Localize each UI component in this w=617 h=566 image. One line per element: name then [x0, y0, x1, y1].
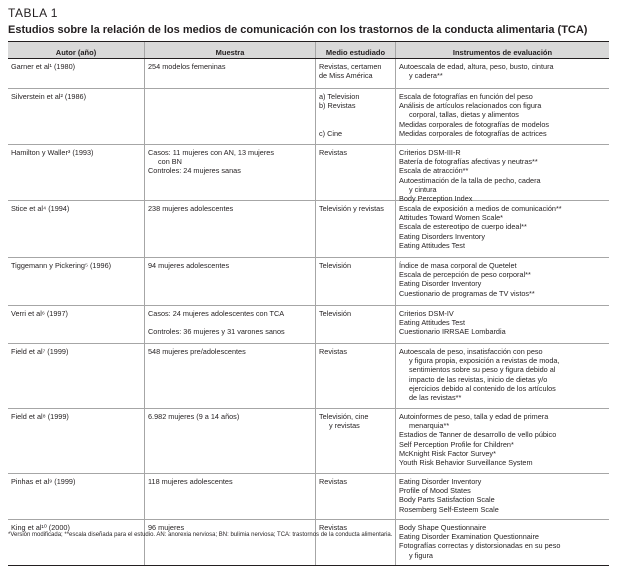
author-cell-text: Stice et al⁴ (1994)	[11, 204, 70, 213]
sample-cell-line: Casos: 11 mujeres con AN, 13 mujeres	[148, 148, 274, 157]
medium-cell-line: a) Television	[319, 92, 360, 101]
instruments-cell-line: Eating Disorder Inventory	[399, 279, 482, 289]
medium-cell-line: Revistas	[319, 347, 347, 356]
author-cell-text: King et al¹⁰ (2000)	[11, 523, 70, 532]
sample-cell	[144, 59, 315, 88]
instruments-cell-line: y cadera**	[409, 71, 443, 81]
instruments-cell-line: impacto de las revistas, inicio de dietas y/o	[409, 374, 548, 384]
instruments-cell-line: y figura	[409, 550, 433, 560]
instruments-cell-line: Cuestionario IRRSAE Lombardia	[399, 327, 506, 337]
header-sample: Muestra	[144, 42, 315, 58]
medium-cell	[315, 145, 395, 200]
medium-cell-line: y revistas	[329, 421, 360, 431]
footnote: *Versión modificada; **escala diseñada para el estudio. AN: anorexia nerviosa; BN: bulimia nerviosa; TCA: trastornos de la conducta alimentaria.	[8, 532, 393, 538]
medium-cell	[315, 201, 395, 257]
table-row	[8, 409, 609, 474]
instruments-cell-line: Body Parts Satisfaction Scale	[399, 495, 495, 505]
instruments-cell-line: Youth Risk Behavior Surveillance System	[399, 458, 533, 468]
medium-cell-line: Revistas, certamen	[319, 62, 382, 71]
instruments-cell-line: Rosemberg Self-Esteem Scale	[399, 504, 499, 514]
instruments-cell	[395, 344, 609, 408]
author-cell	[8, 409, 144, 473]
medium-cell-line: Revistas	[319, 523, 347, 532]
instruments-cell-line: menarquia**	[409, 421, 450, 431]
instruments-cell-line: Autoescala de edad, altura, peso, busto, cintura	[399, 62, 554, 71]
medium-cell-line: Televisión, cine	[319, 412, 369, 421]
instruments-cell-line: corporal, tallas, dietas y alimentos	[409, 110, 519, 120]
sample-cell	[144, 89, 315, 144]
sample-cell	[144, 258, 315, 305]
medium-cell	[315, 59, 395, 88]
instruments-cell-line: Autoescala de peso, insatisfacción con peso	[399, 347, 543, 356]
instruments-cell-line: Criterios DSM-IV	[399, 309, 454, 318]
sample-cell-text: 254 modelos femeninas	[148, 62, 226, 71]
header-instruments: Instrumentos de evaluación	[395, 42, 609, 58]
author-cell	[8, 306, 144, 343]
instruments-cell-line: Fotografías correctas y distorsionadas en su peso	[399, 541, 561, 551]
sample-cell	[144, 344, 315, 408]
instruments-cell-line: Batería de fotografías afectivas y neutras**	[399, 157, 538, 167]
author-cell-text: Silverstein et al² (1986)	[11, 92, 87, 101]
instruments-cell-line: Medidas corporales de fotografías de actrices	[399, 128, 547, 138]
table-title: Estudios sobre la relación de los medios de comunicación con los trastornos de la conducta alimentaria (TCA)	[8, 24, 588, 36]
instruments-cell-line: Escala de atracción**	[399, 166, 469, 176]
instruments-cell-line: Medidas corporales de fotografías de modelos	[399, 119, 550, 129]
sample-cell	[144, 201, 315, 257]
author-cell-text: Pinhas et al⁹ (1999)	[11, 477, 76, 486]
instruments-cell-line: Self Perception Profile for Children*	[399, 439, 514, 449]
table-header-row	[8, 42, 609, 59]
author-cell-text: Verri et al⁶ (1997)	[11, 309, 68, 318]
medium-cell	[315, 258, 395, 305]
instruments-cell-line: Cuestionario de programas de TV vistos**	[399, 288, 535, 298]
instruments-cell-line: Body Perception Index	[399, 194, 473, 204]
sample-cell-text: 94 mujeres adolescentes	[148, 261, 230, 270]
header-medium: Medio estudiado	[315, 42, 395, 58]
instruments-cell-line: Autoestimación de la talla de pecho, cadera	[399, 175, 541, 185]
instruments-cell	[395, 59, 609, 88]
instruments-cell-line: de las revistas**	[409, 393, 462, 403]
medium-cell	[315, 344, 395, 408]
instruments-cell-line: Eating Attitudes Test	[399, 318, 465, 328]
header-author: Autor (año)	[55, 48, 97, 57]
medium-cell-line: de Miss América	[319, 71, 373, 81]
table-row	[8, 89, 609, 145]
author-cell	[8, 474, 144, 519]
medium-cell-line: Televisión	[319, 261, 352, 270]
instruments-cell-line: y cintura	[409, 184, 437, 194]
medium-cell-line: c) Cine	[319, 128, 343, 138]
author-cell	[8, 258, 144, 305]
instruments-cell-line: sentimientos sobre su peso y figura debido al	[409, 365, 556, 375]
instruments-cell-line: Profile of Mood States	[399, 486, 471, 496]
instruments-cell	[395, 145, 609, 204]
author-cell-text: Field et al⁸ (1999)	[11, 412, 69, 421]
instruments-cell-line: Escala de estereotipo de cuerpo ideal**	[399, 222, 527, 232]
medium-cell	[315, 306, 395, 343]
sample-cell-line	[148, 318, 312, 327]
instruments-cell-line: Estadios de Tanner de desarrollo de vello púbico	[399, 430, 557, 440]
medium-cell	[315, 520, 395, 565]
instruments-cell	[395, 258, 609, 305]
sample-cell-text: 118 mujeres adolescentes	[148, 477, 233, 486]
table-label: TABLA 1	[8, 6, 58, 20]
instruments-cell-line: Autoinformes de peso, talla y edad de primera	[399, 412, 549, 421]
sample-cell-text: 548 mujeres pre/adolescentes	[148, 347, 246, 356]
author-cell	[8, 344, 144, 408]
author-cell	[8, 89, 144, 144]
medium-cell-line: Revistas	[319, 148, 347, 157]
instruments-cell	[395, 520, 609, 565]
medium-cell	[315, 474, 395, 519]
instruments-cell-line: Índice de masa corporal de Quetelet	[399, 261, 517, 270]
sample-cell-line: Controles: 36 mujeres y 31 varones sanos	[148, 327, 285, 337]
instruments-cell-line: Eating Disorder Examination Questionnaire	[399, 532, 539, 542]
instruments-cell	[395, 474, 609, 519]
instruments-cell	[395, 409, 609, 473]
medium-cell-line: Televisión y revistas	[319, 204, 384, 213]
table-row	[8, 258, 609, 306]
sample-cell	[144, 474, 315, 519]
sample-cell	[144, 306, 315, 343]
instruments-cell-line: McKnight Risk Factor Survey*	[399, 448, 496, 458]
medium-cell	[315, 409, 395, 473]
instruments-cell-line: Análisis de artículos relacionados con figura	[399, 101, 542, 111]
instruments-cell-line: Attitudes Toward Women Scale*	[399, 213, 503, 223]
medium-cell	[315, 89, 395, 144]
sample-cell	[144, 520, 315, 565]
instruments-cell-line: ejercicios debido al contenido de los artículos	[409, 383, 556, 393]
instruments-cell-line: Eating Disorder Inventory	[399, 477, 482, 486]
author-cell-text: Tiggemann y Pickering⁵ (1996)	[11, 261, 112, 270]
medium-cell-line: Televisión	[319, 309, 352, 318]
instruments-cell-line: Escala de fotografías en función del peso	[399, 92, 533, 101]
instruments-cell-line: Escala de percepción de peso corporal**	[399, 270, 531, 280]
instruments-cell-line: Criterios DSM-III-R	[399, 148, 461, 157]
sample-cell-text: 96 mujeres	[148, 523, 185, 532]
author-cell-text: Field et al⁷ (1999)	[11, 347, 69, 356]
author-cell	[8, 201, 144, 257]
sample-cell-text: 6.982 mujeres (9 a 14 años)	[148, 412, 240, 421]
table-row	[8, 520, 609, 566]
table-row	[8, 344, 609, 409]
author-cell-text: Hamilton y Waller³ (1993)	[11, 148, 94, 157]
instruments-cell-line: Body Shape Questionnaire	[399, 523, 487, 532]
author-cell-text: Garner et al¹ (1980)	[11, 62, 76, 71]
table-body	[8, 59, 609, 566]
sample-cell-text: 238 mujeres adolescentes	[148, 204, 234, 213]
author-cell	[8, 520, 144, 565]
instruments-cell	[395, 306, 609, 343]
sample-cell-line: Controles: 24 mujeres sanas	[148, 166, 241, 176]
table-row	[8, 306, 609, 344]
sample-cell-line: con BN	[158, 157, 182, 167]
instruments-cell	[395, 89, 609, 144]
author-cell	[8, 145, 144, 200]
medium-cell-line	[319, 120, 392, 129]
table-row	[8, 201, 609, 258]
table-row	[8, 59, 609, 89]
medium-cell-line: Revistas	[319, 477, 347, 486]
medium-cell-line	[319, 110, 392, 119]
medium-cell-line: b) Revistas	[319, 101, 356, 111]
instruments-cell-line: Eating Attitudes Test	[399, 240, 465, 250]
table-row	[8, 474, 609, 520]
studies-table	[8, 41, 609, 566]
sample-cell	[144, 409, 315, 473]
author-cell	[8, 59, 144, 88]
instruments-cell	[395, 201, 609, 257]
sample-cell-line: Casos: 24 mujeres adolescentes con TCA	[148, 309, 285, 318]
sample-cell	[144, 145, 315, 200]
instruments-cell-line: Eating Disorders Inventory	[399, 231, 485, 241]
instruments-cell-line: Escala de exposición a medios de comunicación**	[399, 204, 562, 213]
instruments-cell-line: y figura propia, exposición a revistas de moda,	[409, 356, 560, 366]
table-row	[8, 145, 609, 204]
